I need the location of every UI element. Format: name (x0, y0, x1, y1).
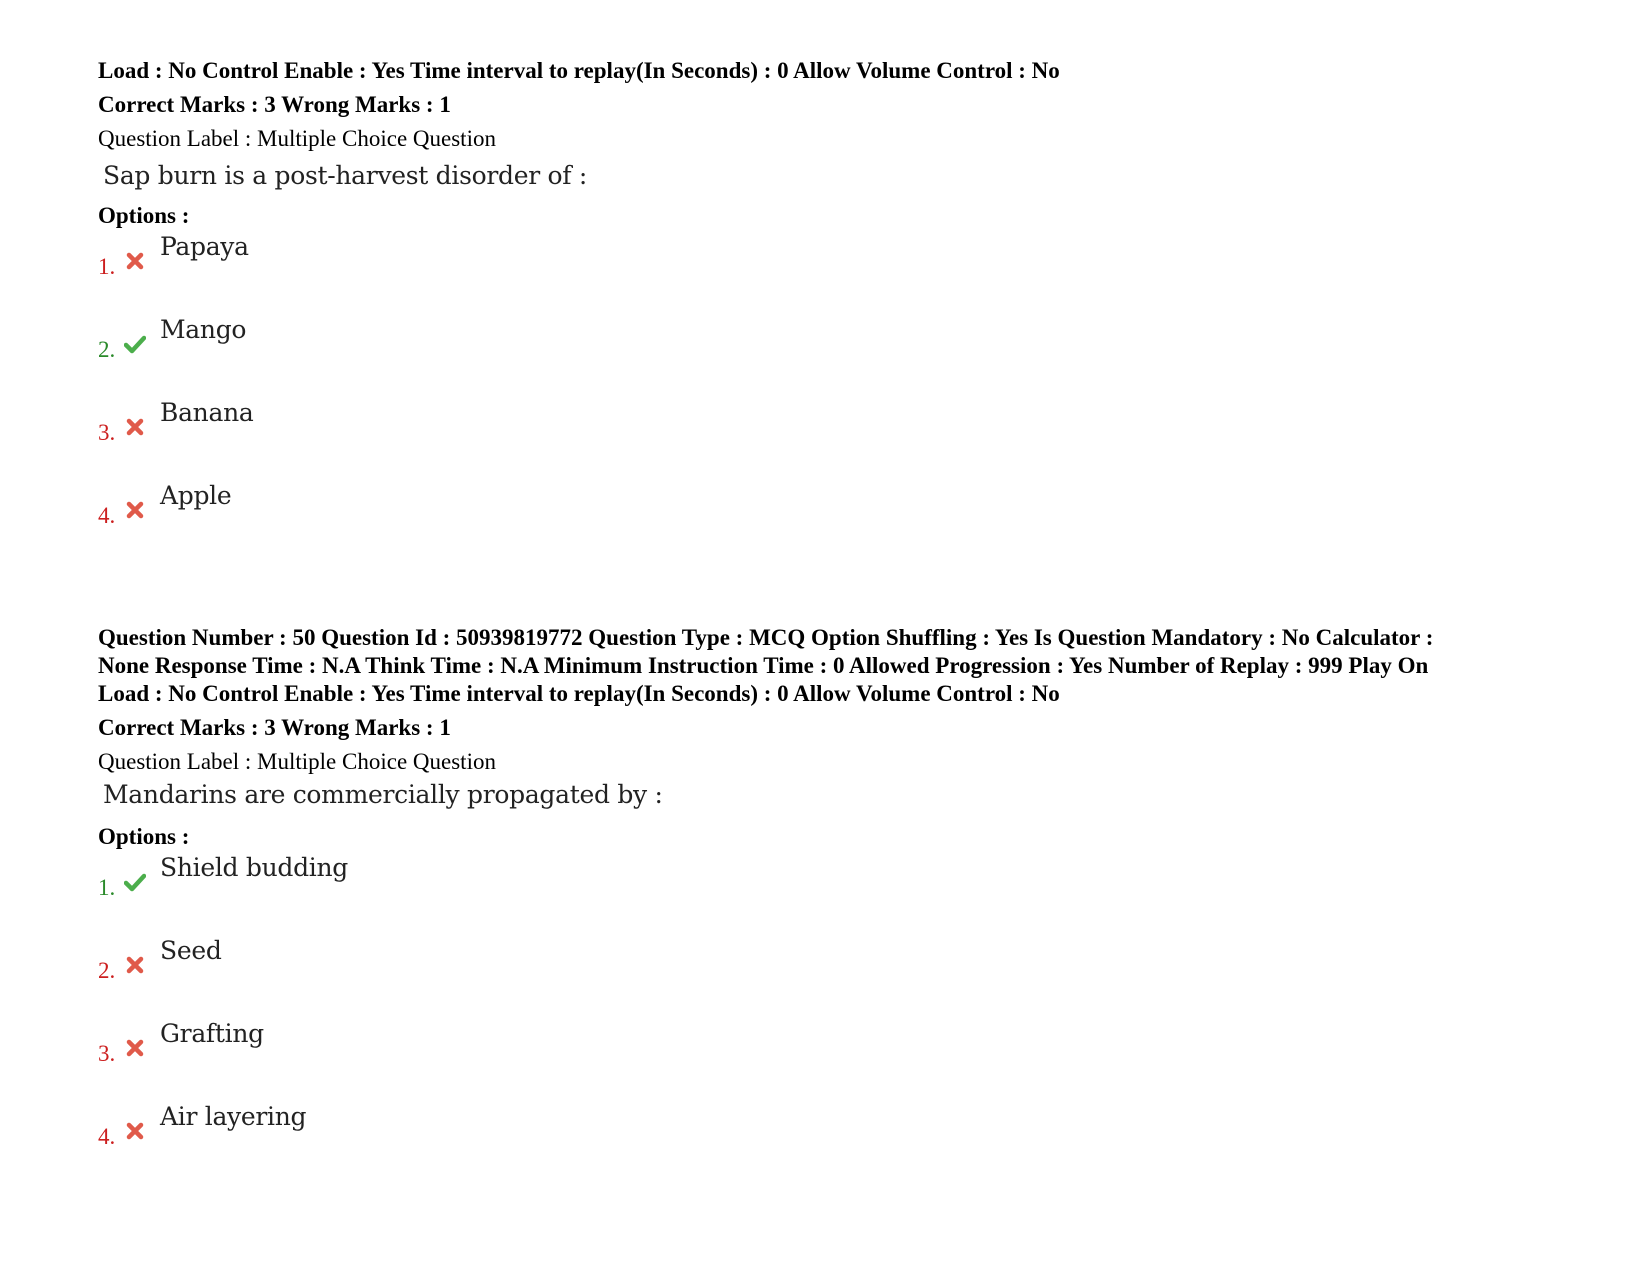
option-item (98, 1100, 1598, 1183)
option-number: 4. (98, 1124, 116, 1149)
option-text: Air layering (160, 1102, 307, 1131)
option-number: 2. (98, 958, 116, 983)
option-text: Banana (160, 398, 254, 427)
option-number: 4. (98, 503, 116, 528)
option-text: Papaya (160, 232, 249, 261)
option-number: 1. (98, 254, 116, 279)
check-icon (124, 333, 146, 355)
option-number: 3. (98, 420, 116, 445)
question-label: Question Label : Multiple Choice Question (98, 126, 496, 151)
option-item (98, 1017, 1598, 1100)
options-heading: Options : (98, 203, 190, 228)
question-text: Mandarins are commercially propagated by : (103, 780, 663, 809)
cross-icon (124, 1120, 146, 1142)
option-number: 3. (98, 1041, 116, 1066)
option-item (98, 479, 1598, 562)
question-50 (98, 624, 1598, 1183)
option-item (98, 313, 1598, 396)
marks-line: Correct Marks : 3 Wrong Marks : 1 (98, 92, 451, 117)
option-item (98, 934, 1598, 1017)
question-49 (98, 57, 1598, 562)
options-heading: Options : (98, 824, 190, 849)
check-icon (124, 871, 146, 893)
option-number: 2. (98, 337, 116, 362)
cross-icon (124, 499, 146, 521)
cross-icon (124, 250, 146, 272)
option-item (98, 230, 1598, 313)
option-text: Apple (160, 481, 232, 510)
marks-line: Correct Marks : 3 Wrong Marks : 1 (98, 715, 451, 740)
option-item (98, 396, 1598, 479)
question-meta-line-3: Load : No Control Enable : Yes Time interval to replay(In Seconds) : 0 Allow Volume Control : No (98, 681, 1060, 706)
question-meta: Load : No Control Enable : Yes Time interval to replay(In Seconds) : 0 Allow Volume Control : No (98, 58, 1060, 83)
cross-icon (124, 954, 146, 976)
cross-icon (124, 416, 146, 438)
question-label: Question Label : Multiple Choice Question (98, 749, 496, 774)
option-text: Seed (160, 936, 222, 965)
cross-icon (124, 1037, 146, 1059)
option-number: 1. (98, 875, 116, 900)
options-list (98, 230, 1598, 562)
question-text: Sap burn is a post-harvest disorder of : (103, 161, 587, 190)
option-item (98, 851, 1598, 934)
option-text: Grafting (160, 1019, 264, 1048)
option-text: Mango (160, 315, 247, 344)
question-meta-line-2: None Response Time : N.A Think Time : N.A Minimum Instruction Time : 0 Allowed Progression : Yes Number of Replay : 999 Play On (98, 653, 1429, 678)
question-meta-line-1: Question Number : 50 Question Id : 50939819772 Question Type : MCQ Option Shuffling : Yes Is Question Mandatory : No Calculator : (98, 625, 1434, 650)
options-list (98, 851, 1598, 1183)
option-text: Shield budding (160, 853, 348, 882)
